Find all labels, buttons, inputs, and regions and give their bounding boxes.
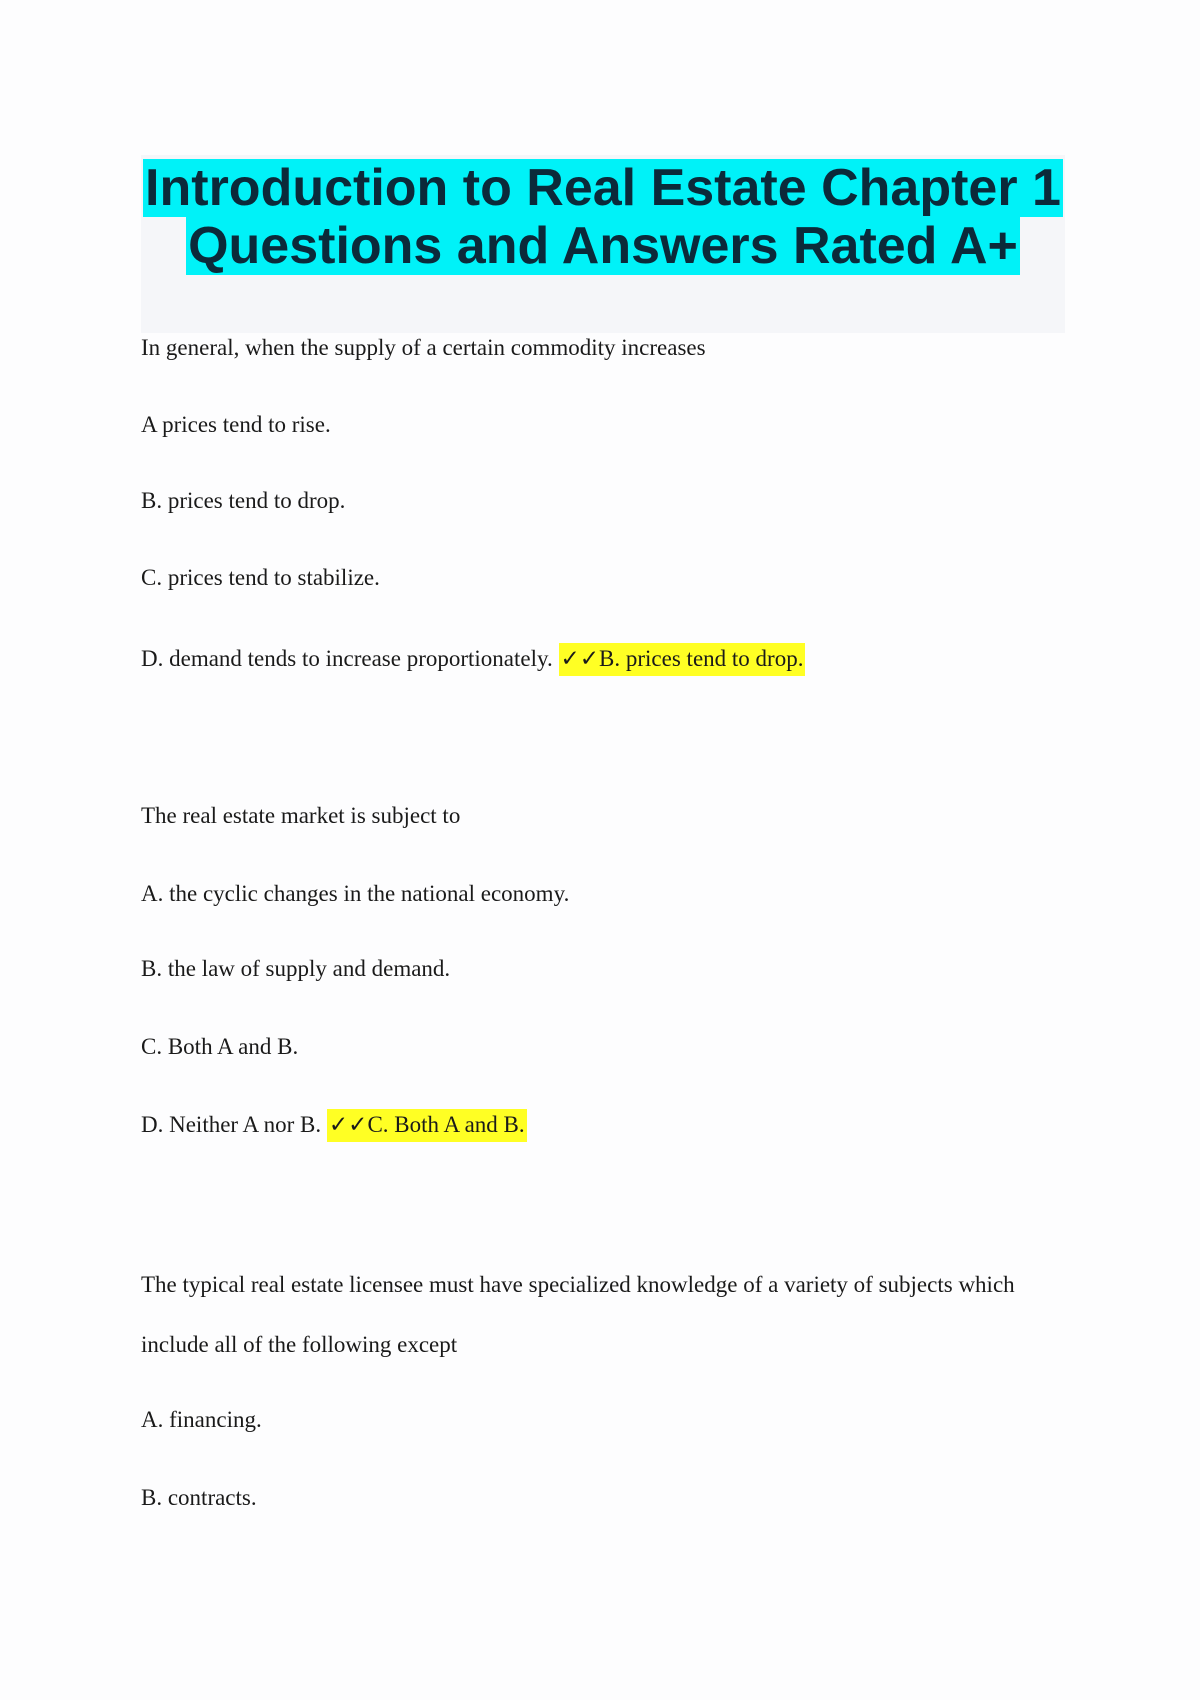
title-block (141, 155, 1065, 333)
question-2-option-d-row (141, 1111, 527, 1139)
question-2-option-d: D. Neither A nor B. (141, 1112, 322, 1137)
question-1-answer: ✓✓B. prices tend to drop. (559, 643, 806, 676)
page-title-line-1: Introduction to Real Estate Chapter 1 (145, 159, 1061, 217)
question-2-text: The real estate market is subject to (141, 803, 461, 828)
question-2-option-b: B. the law of supply and demand. (141, 956, 451, 981)
question-3-option-a: A. financing. (141, 1407, 262, 1432)
question-2-answer: ✓✓C. Both A and B. (327, 1109, 527, 1142)
question-1-option-c: C. prices tend to stabilize. (141, 565, 380, 590)
question-1-option-a: A prices tend to rise. (141, 412, 331, 437)
question-1-option-b: B. prices tend to drop. (141, 488, 346, 513)
question-1-option-d-row (141, 645, 805, 673)
question-2-option-c: C. Both A and B. (141, 1034, 299, 1059)
question-3-text-line-1: The typical real estate licensee must have specialized knowledge of a variety of subjects which (141, 1272, 1015, 1297)
question-3-option-b: B. contracts. (141, 1485, 257, 1510)
page-title-line-2: Questions and Answers Rated A+ (188, 217, 1018, 275)
question-1-option-d: D. demand tends to increase proportionately. (141, 646, 553, 671)
question-1-text: In general, when the supply of a certain commodity increases (141, 335, 706, 360)
question-2-option-a: A. the cyclic changes in the national economy. (141, 881, 570, 906)
question-3-text-line-2: include all of the following except (141, 1332, 458, 1357)
